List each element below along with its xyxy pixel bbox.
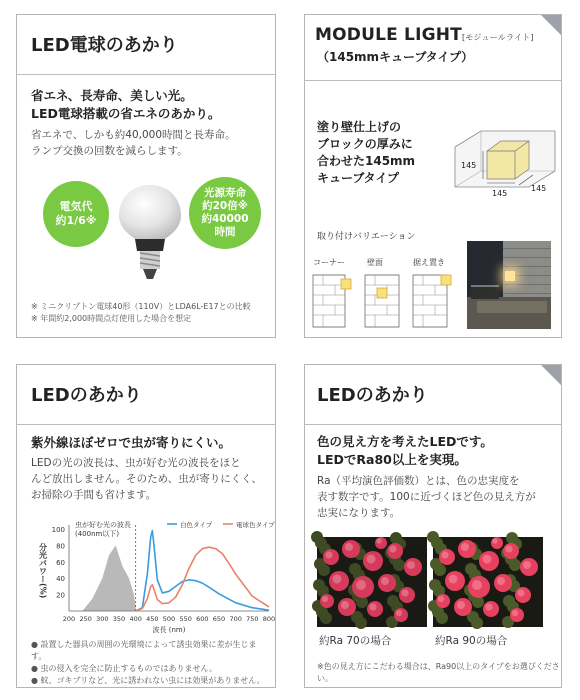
rose-highlight: [401, 589, 408, 596]
card-body: LEDの光の波長は、虫が好む光の波長をほと んど放出しません。そのため、虫が寄りにくく、 お掃除の手間も省けます。: [31, 457, 262, 501]
variation-label-wall: 壁面: [367, 258, 383, 267]
leaf-shape: [393, 559, 405, 571]
rose-bloom: [491, 537, 503, 549]
rose-highlight: [517, 589, 524, 596]
variation-title: 取り付けバリエーション: [317, 232, 416, 242]
rose-highlight: [449, 575, 458, 584]
dim-depth-label: 145: [531, 184, 547, 193]
y-tick-label: 80: [56, 542, 65, 551]
rose-highlight: [492, 538, 497, 543]
caption-ra90: 約Ra 90の場合: [435, 635, 508, 647]
variation-label-corner: コーナー: [313, 258, 345, 267]
rose-highlight: [333, 575, 342, 584]
x-tick-label: 750: [246, 615, 259, 623]
rose-highlight: [483, 555, 492, 564]
x-tick-label: 600: [196, 615, 209, 623]
rose-highlight: [396, 610, 402, 616]
rose-highlight: [407, 561, 415, 569]
card-notes: ● 設置した器具の周囲の光環境によって誘虫効果に差が生じます。 ● 虫の侵入を完全に防止するものではありません。 ● 蚊、ゴキブリなど、光に誘われない虫には効果がありません。: [31, 640, 265, 685]
installation-photo: [467, 241, 551, 329]
rose-highlight: [441, 551, 448, 558]
rose-highlight: [389, 545, 396, 552]
card-title: LEDのあかり: [305, 365, 561, 425]
dim-width-label: 145: [492, 189, 508, 198]
y-tick-label: 20: [56, 591, 65, 600]
module-light-card: [304, 14, 562, 338]
rose-photo-ra90: [433, 537, 543, 627]
rose-highlight: [472, 580, 482, 590]
card-title: LED電球のあかり: [17, 15, 275, 75]
legend-label: 電球色タイプ: [236, 521, 275, 529]
variation-floor-diagram: [411, 271, 457, 329]
y-tick-label: 40: [56, 575, 65, 584]
variation-corner-diagram: [311, 271, 357, 329]
caption-ra70: 約Ra 70の場合: [319, 635, 392, 647]
rose-highlight: [367, 555, 376, 564]
y-tick-label: 60: [56, 558, 65, 567]
x-axis-label: 波長 (nm): [152, 626, 186, 634]
rose-highlight: [356, 580, 366, 590]
rose-highlight: [341, 601, 349, 609]
rose-highlight: [376, 538, 381, 543]
rose-highlight: [523, 561, 531, 569]
card-title: MODULE LIGHT[モジュールライト] （145mmキューブタイプ）: [305, 15, 561, 81]
leaf-shape: [471, 617, 483, 629]
color-rendering-card: [304, 364, 562, 688]
electricity-cost-bubble: 電気代 約1/6※: [43, 181, 109, 247]
rose-highlight: [438, 596, 444, 602]
rose-highlight: [345, 543, 353, 551]
card-lead: 色の見え方を考えたLEDです。 LEDでRa80以上を実現。: [317, 434, 493, 467]
x-tick-label: 700: [229, 615, 242, 623]
leaf-shape: [434, 564, 446, 576]
rose-photo-ra70: [317, 537, 427, 627]
leaf-shape: [320, 612, 332, 624]
x-tick-label: 450: [146, 615, 159, 623]
card-lead: 塗り壁仕上げの ブロックの厚みに 合わせた145mm キューブタイプ: [317, 120, 416, 185]
card-note: ※色の見え方にこだわる場合は、Ra90以上のタイプをお選びください。: [317, 662, 560, 683]
dim-height-label: 145: [461, 161, 477, 170]
leaf-shape: [355, 617, 367, 629]
x-tick-label: 250: [79, 615, 92, 623]
card-lead: 紫外線ほぼゼロで虫が寄りにくい。: [31, 435, 232, 450]
rose-highlight: [497, 577, 505, 585]
legend-label: 白色タイプ: [180, 521, 213, 529]
card-title: LEDのあかり: [17, 365, 275, 425]
card-notes: ※ ミニクリプトン電球40形（110V）とLDA6L-E17との比較 ※ 年間約2,000時間点灯使用した場合を想定: [31, 302, 251, 323]
cube-dimension-diagram: [445, 121, 555, 205]
rose-bloom: [375, 537, 387, 549]
card-body: 省エネで、しかも約40,000時間と長寿命。 ランプ交換の回数を減らします。: [31, 129, 236, 157]
y-tick-label: 100: [51, 526, 65, 534]
leaf-shape: [509, 559, 521, 571]
chart-annotation: 虫が好む光の波長: [75, 521, 131, 529]
rose-highlight: [505, 545, 512, 552]
rose-highlight: [485, 603, 492, 610]
rose-highlight: [512, 610, 518, 616]
chart-annotation: (400nm以下): [75, 530, 120, 538]
x-tick-label: 800: [262, 615, 276, 623]
rose-highlight: [325, 551, 332, 558]
x-tick-label: 200: [62, 615, 76, 623]
lifespan-bubble: 光源寿命 約20倍※ 約40000 時間: [189, 177, 261, 249]
series-line: [136, 531, 269, 611]
x-tick-label: 550: [179, 615, 192, 623]
x-tick-label: 400: [129, 615, 142, 623]
x-tick-label: 300: [96, 615, 109, 623]
insect-card: [16, 364, 276, 688]
led-bulb-card: [16, 14, 276, 338]
rose-highlight: [461, 543, 469, 551]
leaf-shape: [436, 612, 448, 624]
rose-highlight: [381, 577, 389, 585]
variation-wall-diagram: [363, 271, 409, 329]
card-lead: 省エネ、長寿命、美しい光。 LED電球搭載の省エネのあかり。: [31, 88, 221, 121]
rose-highlight: [457, 601, 465, 609]
x-tick-label: 350: [112, 615, 126, 623]
leaf-shape: [318, 564, 330, 576]
x-tick-label: 500: [162, 615, 176, 623]
x-tick-label: 650: [212, 615, 226, 623]
variation-label-floor: 据え置き: [413, 258, 445, 267]
y-axis-label: 分光パワー(%): [38, 543, 48, 599]
rose-highlight: [369, 603, 376, 610]
led-bulb-illustration: [115, 181, 185, 291]
card-body: Ra（平均演色評価数）とは、色の忠実度を 表す数字です。100に近づくほど色の見え方が 忠実になります。: [317, 475, 536, 519]
spectrum-chart: [23, 515, 276, 635]
corner-fold: [541, 365, 561, 385]
insect-preference-area: [82, 545, 135, 611]
corner-fold: [541, 15, 561, 35]
rose-highlight: [322, 596, 328, 602]
